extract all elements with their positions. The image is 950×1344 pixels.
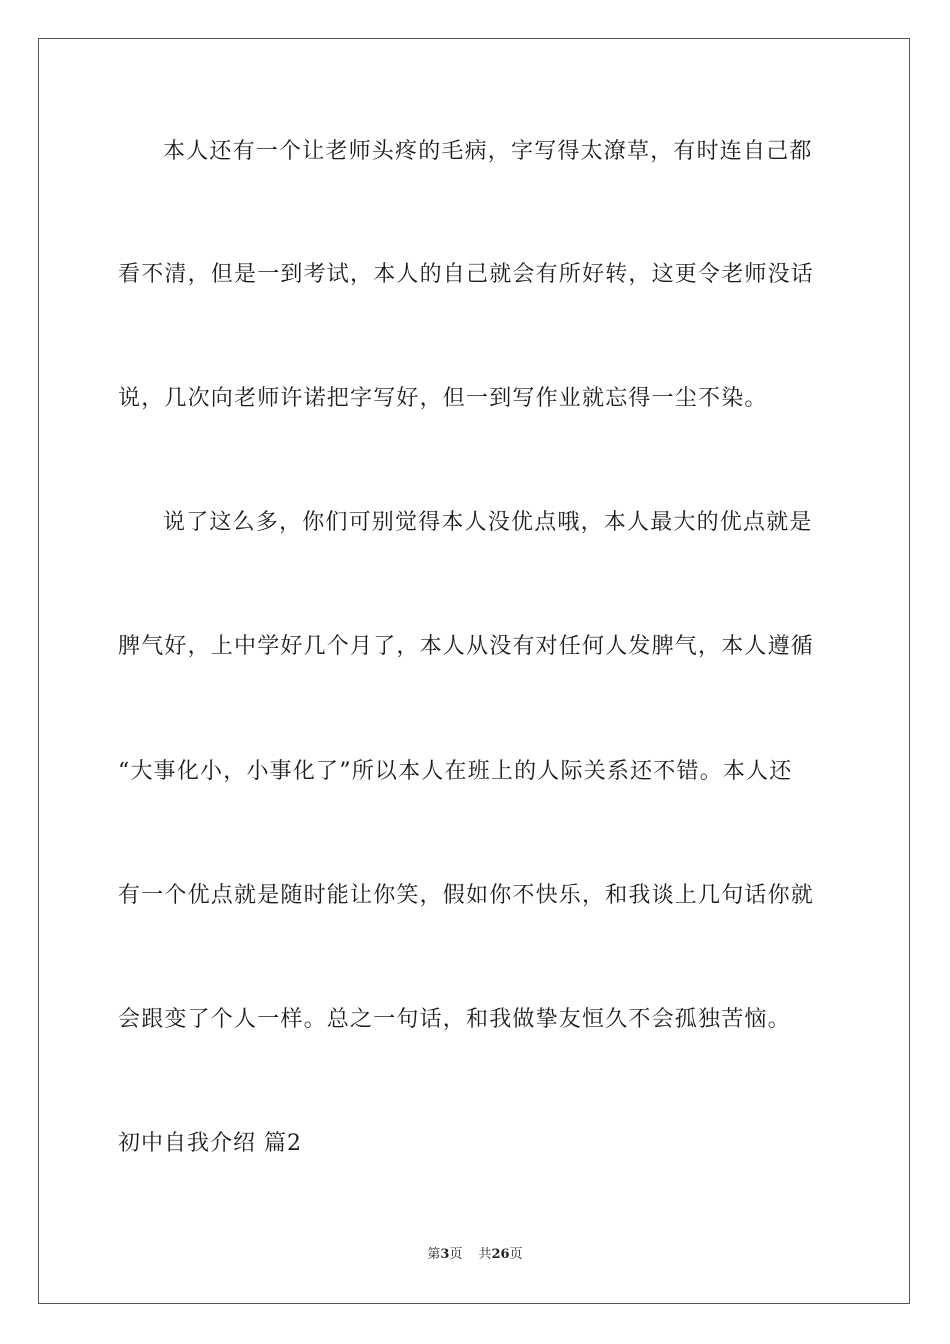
paragraph-line: 看不清，但是一到考试，本人的自己就会有所好转，这更令老师没话 bbox=[118, 262, 815, 287]
paragraph-line: 脾气好，上中学好几个月了，本人从没有对任何人发脾气，本人遵循 bbox=[118, 634, 815, 659]
total-pages: 26 bbox=[491, 1247, 510, 1262]
page-footer bbox=[0, 1246, 950, 1264]
paragraph-line: “大事化小，小事化了”所以本人在班上的人际关系还不错。本人还 bbox=[118, 759, 793, 784]
paragraph-line: 说，几次向老师许诺把字写好，但一到写作业就忘得一尘不染。 bbox=[118, 386, 768, 411]
total-prefix: 共 bbox=[478, 1247, 492, 1262]
paragraph-line: 会跟变了个人一样。总之一句话，和我做挚友恒久不会孤独苦恼。 bbox=[118, 1007, 791, 1032]
paragraph-line: 本人还有一个让老师头疼的毛病，字写得太潦草，有时连自己都 bbox=[163, 139, 813, 164]
paragraph-line: 有一个优点就是随时能让你笑，假如你不快乐，和我谈上几句话你就 bbox=[118, 883, 815, 908]
page-number: 3 bbox=[440, 1247, 450, 1262]
page-prefix: 第 bbox=[427, 1247, 441, 1262]
total-suffix: 页 bbox=[509, 1247, 523, 1262]
section-heading: 初中自我介绍 篇2 bbox=[118, 1131, 302, 1156]
paragraph-line: 说了这么多，你们可别觉得本人没优点哦，本人最大的优点就是 bbox=[163, 510, 813, 535]
page-suffix: 页 bbox=[449, 1247, 463, 1262]
page-border bbox=[38, 38, 910, 1304]
